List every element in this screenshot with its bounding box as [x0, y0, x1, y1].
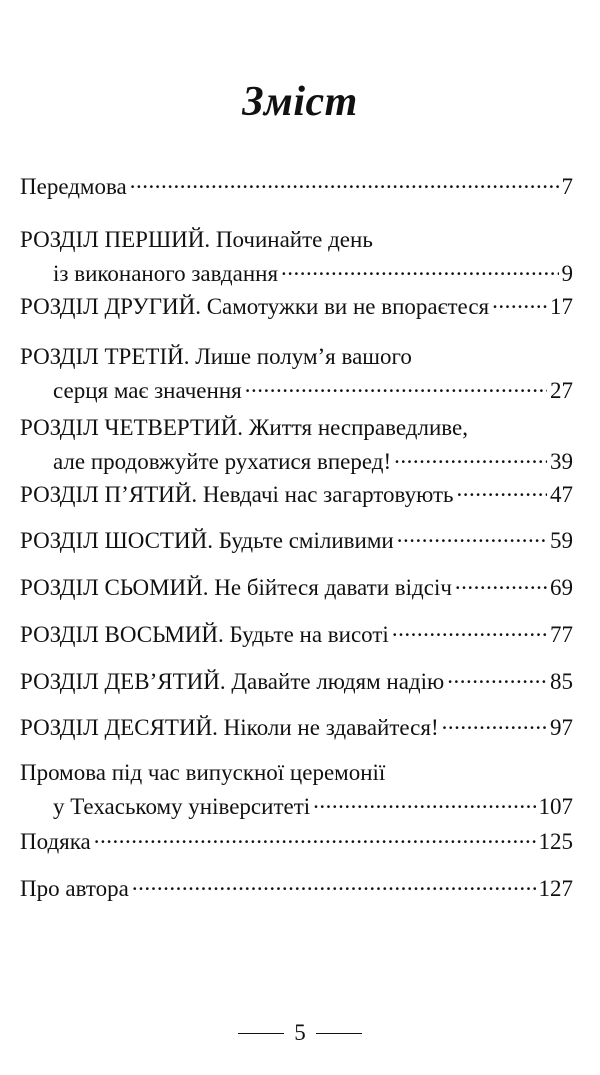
toc-entry-chapter-3 — [20, 340, 573, 408]
toc-entry-title-line1: РОЗДІЛ ЧЕТВЕРТИЙ. Життя несправедливе, — [20, 415, 468, 440]
leader-dots — [397, 525, 547, 548]
toc-entry-title: серця має значення — [53, 378, 242, 403]
leader-dots — [313, 791, 535, 814]
toc-page-number: 69 — [550, 575, 573, 600]
toc-entry-title-line1: Промова під час випускної церемонії — [20, 760, 386, 785]
leader-dots — [245, 375, 547, 398]
toc-page-number: 125 — [538, 829, 573, 854]
leader-dots — [455, 572, 547, 595]
toc-entry-chapter-4 — [20, 411, 573, 479]
toc-entry-chapter-7 — [20, 571, 573, 605]
toc-page-number: 85 — [550, 669, 573, 694]
toc-entry-title: але продовжуйте рухатися вперед! — [53, 449, 392, 474]
leader-dots — [281, 258, 558, 281]
toc-page-number: 97 — [550, 715, 573, 740]
page-footer — [0, 1020, 600, 1046]
toc-entry-title: РОЗДІЛ ДЕСЯТИЙ. Ніколи не здавайтеся! — [20, 715, 439, 740]
toc-entry-chapter-5 — [20, 478, 573, 512]
toc-entry-preface — [20, 170, 573, 204]
leader-dots — [457, 479, 547, 502]
toc-entry-speech — [20, 756, 573, 824]
toc-page-number: 107 — [538, 794, 573, 819]
page-title: Зміст — [242, 79, 358, 125]
toc-entry-title: у Техаському університеті — [53, 794, 311, 819]
toc-entry-title: РОЗДІЛ ВОСЬМИЙ. Будьте на висоті — [20, 622, 389, 647]
toc-entry-chapter-9 — [20, 665, 573, 699]
toc-entry-title-line1: РОЗДІЛ ТРЕТІЙ. Лише полумʼя вашого — [20, 344, 412, 369]
leader-dots — [392, 619, 547, 642]
toc-entry-chapter-6 — [20, 524, 573, 558]
toc-entry-chapter-10 — [20, 711, 573, 745]
toc-entry-chapter-2 — [20, 290, 573, 324]
leader-dots — [94, 826, 536, 849]
toc-entry-title: РОЗДІЛ ШОСТИЙ. Будьте сміливими — [20, 528, 394, 553]
toc-entry-title: РОЗДІЛ ДЕВ’ЯТИЙ. Давайте людям надію — [20, 669, 445, 694]
toc-entry-title: із виконаного завдання — [53, 261, 279, 286]
toc-page-number: 77 — [550, 622, 573, 647]
leader-dots — [442, 712, 547, 735]
leader-dots — [447, 666, 547, 689]
leader-dots — [132, 873, 536, 896]
footer-rule-right — [316, 1033, 362, 1034]
page-number: 5 — [294, 1020, 306, 1045]
toc-page-number: 47 — [550, 482, 573, 507]
toc-page-number: 7 — [561, 174, 573, 199]
toc-page-number: 39 — [550, 449, 573, 474]
toc-entry-acknowledgements — [20, 825, 573, 859]
leader-dots — [130, 171, 559, 194]
leader-dots — [492, 291, 547, 314]
toc-page-number: 127 — [538, 876, 573, 901]
footer-rule-left — [238, 1033, 284, 1034]
toc-entry-title: РОЗДІЛ ДРУГИЙ. Самотужки ви не впораєтеся — [20, 294, 490, 319]
toc-entry-chapter-8 — [20, 618, 573, 652]
toc-entry-title: Передмова — [20, 174, 127, 199]
toc-page-number: 59 — [550, 528, 573, 553]
toc-page-number: 9 — [561, 261, 573, 286]
toc-entry-about-author — [20, 872, 573, 906]
toc-entry-title: РОЗДІЛ П’ЯТИЙ. Невдачі нас загартовують — [20, 482, 454, 507]
toc-entry-title: РОЗДІЛ СЬОМИЙ. Не бійтеся давати відсіч — [20, 575, 452, 600]
leader-dots — [394, 446, 547, 469]
toc-page-number: 17 — [550, 294, 573, 319]
toc-page-number: 27 — [550, 378, 573, 403]
toc-entry-chapter-1 — [20, 223, 573, 291]
toc-entry-title-line1: РОЗДІЛ ПЕРШИЙ. Починайте день — [20, 227, 373, 252]
toc-entry-title: Про автора — [20, 876, 129, 901]
toc-entry-title: Подяка — [20, 829, 91, 854]
